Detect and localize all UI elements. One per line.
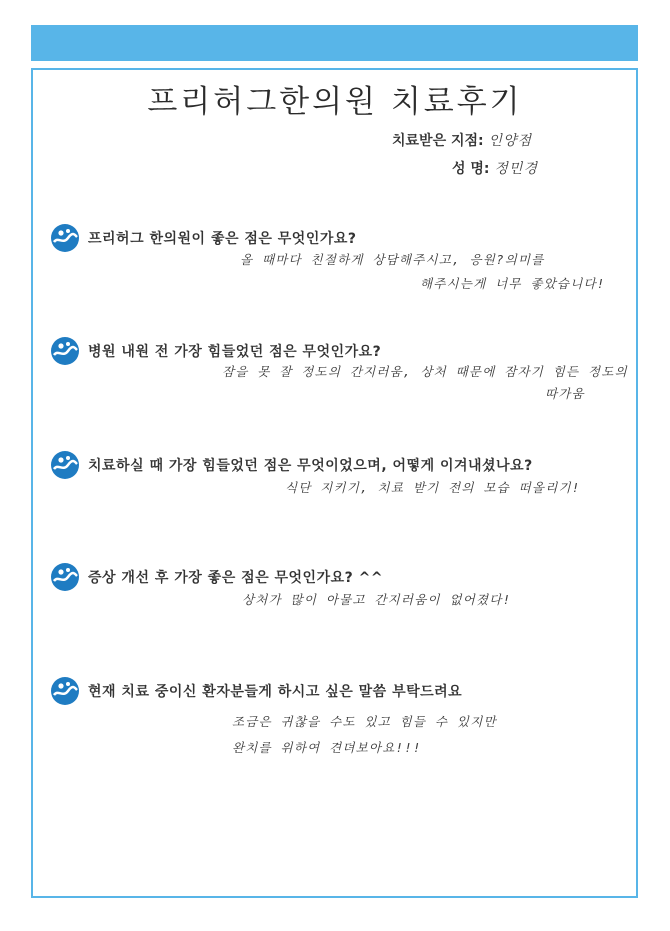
answer-line: 조금은 귀찮을 수도 있고 힘들 수 있지만 [232,714,497,729]
question-text: 병원 내원 전 가장 힘들었던 점은 무엇인가요? [88,344,382,360]
page-title: 프리허그한의원 치료후기 [147,84,523,120]
question-text: 증상 개선 후 가장 좋은 점은 무엇인가요? ^^ [88,570,384,586]
question-5 [50,676,462,706]
name-row [452,158,538,178]
question-text: 치료하실 때 가장 힘들었던 점은 무엇이었으며, 어떻게 이겨내셨나요? [88,458,533,474]
answer-line: 올 때마다 친절하게 상담해주시고, 응원?의미를 [240,252,545,267]
answer-line: 상처가 많이 아물고 간지러움이 없어졌다! [242,592,512,607]
wave-logo-icon [50,562,80,592]
question-text: 현재 치료 중이신 환자분들게 하시고 싶은 말씀 부탁드려요 [88,684,463,700]
branch-row [392,130,532,150]
name-label: 성 명: [452,161,490,177]
branch-value: 인양점 [488,133,533,149]
answer-line: 따가움 [545,386,585,401]
answer-line: 해주시는게 너무 좋았습니다! [420,276,606,291]
wave-logo-icon [50,336,80,366]
branch-label: 치료받은 지점: [392,133,484,149]
answer-line: 완치를 위하여 견뎌보아요!!! [232,740,422,755]
answer-line: 식단 지키기, 치료 받기 전의 모습 떠올리기! [285,480,581,495]
wave-logo-icon [50,676,80,706]
answer-line: 잠을 못 잘 정도의 간지러움, 상처 때문에 잠자기 힘든 정도의 [222,364,628,379]
name-value: 정민경 [494,161,538,177]
wave-logo-icon [50,223,80,253]
wave-logo-icon [50,450,80,480]
question-text: 프리허그 한의원이 좋은 점은 무엇인가요? [88,231,357,247]
header-color-bar [31,25,638,61]
